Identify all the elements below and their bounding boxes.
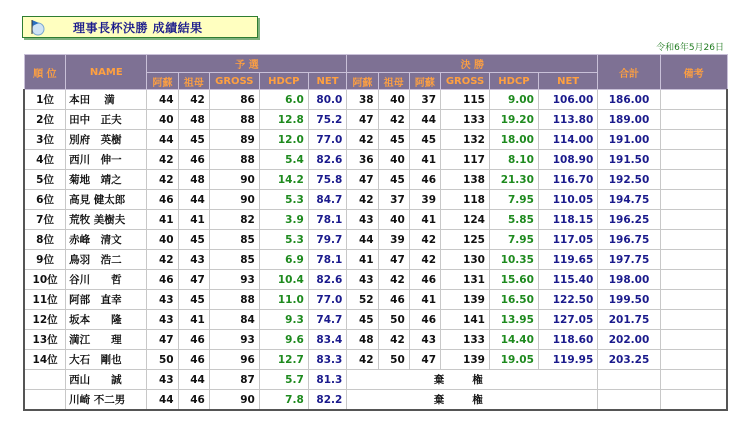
col-name: NAME [66,55,147,90]
rank-cell: 8位 [24,230,66,250]
final-gross-cell: 125 [441,230,490,250]
prelim-aso-cell: 41 [147,210,178,230]
final-aso-cell: 44 [347,230,378,250]
rank-cell: 6位 [24,190,66,210]
rank-cell: 4位 [24,150,66,170]
prelim-gross-cell: 85 [209,230,259,250]
prelim-net-cell: 77.0 [308,130,347,150]
prelim-net-cell: 80.0 [308,90,347,110]
prelim-hdcp-cell: 12.0 [259,130,308,150]
rank-cell [24,390,66,411]
col-final-net: NET [538,73,597,90]
final-aso-cell: 45 [347,310,378,330]
table-row [24,390,727,411]
prelim-gross-cell: 93 [209,330,259,350]
col-final-aso: 阿蘇 [347,73,378,90]
remarks-cell [660,90,727,110]
table-row [24,150,727,170]
final-hdcp-cell: 7.95 [489,230,538,250]
final-gross-cell: 132 [441,130,490,150]
rank-cell: 12位 [24,310,66,330]
final-aso-2-cell: 39 [409,190,440,210]
prelim-gross-cell: 88 [209,290,259,310]
final-aso-2-cell: 46 [409,170,440,190]
final-aso-2-cell: 46 [409,310,440,330]
final-hdcp-cell: 10.35 [489,250,538,270]
remarks-cell [660,250,727,270]
final-aso-2-cell: 41 [409,290,440,310]
final-gross-cell: 124 [441,210,490,230]
prelim-net-cell: 75.2 [308,110,347,130]
final-hdcp-cell: 21.30 [489,170,538,190]
table-row [24,370,727,390]
player-name: 谷川 哲 [66,270,147,290]
prelim-gross-cell: 89 [209,130,259,150]
total-cell: 201.75 [598,310,660,330]
final-hdcp-cell: 8.10 [489,150,538,170]
col-final: 決 勝 [347,55,598,73]
final-gross-cell: 139 [441,350,490,370]
prelim-sobo-cell: 46 [178,350,209,370]
total-cell: 189.00 [598,110,660,130]
player-name: 菊地 靖之 [66,170,147,190]
total-cell: 191.50 [598,150,660,170]
rank-cell: 14位 [24,350,66,370]
player-name: 川崎 不二男 [66,390,147,411]
prelim-hdcp-cell: 7.8 [259,390,308,411]
col-final-hdcp: HDCP [489,73,538,90]
final-sobo-cell: 37 [378,190,409,210]
rank-cell: 13位 [24,330,66,350]
final-aso-cell: 48 [347,330,378,350]
final-net-cell: 119.95 [538,350,597,370]
final-gross-cell: 133 [441,330,490,350]
final-sobo-cell: 40 [378,210,409,230]
prelim-sobo-cell: 41 [178,210,209,230]
prelim-gross-cell: 90 [209,390,259,411]
final-aso-cell: 42 [347,190,378,210]
final-aso-2-cell: 41 [409,210,440,230]
prelim-aso-cell: 42 [147,250,178,270]
final-hdcp-cell: 16.50 [489,290,538,310]
table-row [24,250,727,270]
player-name: 大石 剛也 [66,350,147,370]
final-gross-cell: 131 [441,270,490,290]
player-name: 西川 伸一 [66,150,147,170]
total-cell: 186.00 [598,90,660,110]
player-name: 鳥羽 浩二 [66,250,147,270]
prelim-gross-cell: 82 [209,210,259,230]
col-rank: 順 位 [24,55,66,90]
final-hdcp-cell: 19.05 [489,350,538,370]
prelim-hdcp-cell: 5.3 [259,230,308,250]
prelim-net-cell: 83.4 [308,330,347,350]
final-gross-cell: 138 [441,170,490,190]
final-sobo-cell: 47 [378,250,409,270]
final-sobo-cell: 42 [378,270,409,290]
prelim-hdcp-cell: 9.3 [259,310,308,330]
final-net-cell: 118.60 [538,330,597,350]
flag-icon [27,18,49,36]
final-aso-2-cell: 45 [409,130,440,150]
prelim-net-cell: 78.1 [308,210,347,230]
prelim-sobo-cell: 42 [178,90,209,110]
remarks-cell [660,390,727,411]
rank-cell: 1位 [24,90,66,110]
final-net-cell: 116.70 [538,170,597,190]
remarks-cell [660,210,727,230]
col-prelim-gross: GROSS [209,73,259,90]
final-sobo-cell: 42 [378,110,409,130]
abstain-cell: 棄権 [347,370,598,390]
total-cell: 196.75 [598,230,660,250]
prelim-sobo-cell: 46 [178,150,209,170]
abstain-cell: 棄権 [347,390,598,411]
table-row [24,270,727,290]
remarks-cell [660,370,727,390]
prelim-hdcp-cell: 12.7 [259,350,308,370]
final-net-cell: 114.00 [538,130,597,150]
final-hdcp-cell: 5.85 [489,210,538,230]
prelim-gross-cell: 85 [209,250,259,270]
prelim-sobo-cell: 48 [178,110,209,130]
final-aso-2-cell: 42 [409,230,440,250]
prelim-hdcp-cell: 12.8 [259,110,308,130]
prelim-aso-cell: 46 [147,270,178,290]
final-gross-cell: 118 [441,190,490,210]
remarks-cell [660,230,727,250]
prelim-gross-cell: 88 [209,110,259,130]
total-cell: 202.00 [598,330,660,350]
total-cell: 196.25 [598,210,660,230]
event-date: 令和6年5月26日 [656,43,724,53]
final-gross-cell: 115 [441,90,490,110]
remarks-cell [660,270,727,290]
remarks-cell [660,170,727,190]
prelim-hdcp-cell: 14.2 [259,170,308,190]
prelim-gross-cell: 88 [209,150,259,170]
prelim-gross-cell: 84 [209,310,259,330]
final-hdcp-cell: 18.00 [489,130,538,150]
remarks-cell [660,130,727,150]
final-aso-cell: 52 [347,290,378,310]
player-name: 高見 健太郎 [66,190,147,210]
prelim-gross-cell: 87 [209,370,259,390]
prelim-sobo-cell: 45 [178,130,209,150]
final-aso-cell: 47 [347,110,378,130]
total-cell [598,370,660,390]
prelim-sobo-cell: 45 [178,290,209,310]
col-prelim-hdcp: HDCP [259,73,308,90]
prelim-sobo-cell: 47 [178,270,209,290]
final-aso-cell: 43 [347,210,378,230]
prelim-hdcp-cell: 5.4 [259,150,308,170]
final-hdcp-cell: 7.95 [489,190,538,210]
prelim-aso-cell: 43 [147,310,178,330]
final-net-cell: 106.00 [538,90,597,110]
prelim-aso-cell: 42 [147,170,178,190]
table-row [24,110,727,130]
final-net-cell: 115.40 [538,270,597,290]
prelim-aso-cell: 46 [147,190,178,210]
col-prelim-aso: 阿蘇 [147,73,178,90]
remarks-cell [660,330,727,350]
table-row [24,130,727,150]
prelim-aso-cell: 43 [147,370,178,390]
final-gross-cell: 139 [441,290,490,310]
final-hdcp-cell: 19.20 [489,110,538,130]
total-cell: 194.75 [598,190,660,210]
final-aso-2-cell: 43 [409,330,440,350]
final-net-cell: 110.05 [538,190,597,210]
prelim-net-cell: 81.3 [308,370,347,390]
final-net-cell: 122.50 [538,290,597,310]
prelim-hdcp-cell: 9.6 [259,330,308,350]
table-row [24,330,727,350]
col-final-aso-2: 阿蘇 [409,73,440,90]
final-sobo-cell: 40 [378,90,409,110]
prelim-hdcp-cell: 3.9 [259,210,308,230]
final-net-cell: 108.90 [538,150,597,170]
rank-cell: 5位 [24,170,66,190]
remarks-cell [660,190,727,210]
final-aso-2-cell: 47 [409,350,440,370]
col-final-gross: GROSS [441,73,490,90]
prelim-hdcp-cell: 5.3 [259,190,308,210]
final-sobo-cell: 39 [378,230,409,250]
prelim-gross-cell: 96 [209,350,259,370]
final-sobo-cell: 42 [378,330,409,350]
final-hdcp-cell: 9.00 [489,90,538,110]
prelim-net-cell: 83.3 [308,350,347,370]
final-sobo-cell: 45 [378,130,409,150]
prelim-sobo-cell: 48 [178,170,209,190]
prelim-hdcp-cell: 10.4 [259,270,308,290]
prelim-sobo-cell: 44 [178,190,209,210]
prelim-net-cell: 74.7 [308,310,347,330]
prelim-net-cell: 78.1 [308,250,347,270]
remarks-cell [660,350,727,370]
prelim-hdcp-cell: 6.9 [259,250,308,270]
rank-cell: 7位 [24,210,66,230]
player-name: 満江 理 [66,330,147,350]
final-sobo-cell: 46 [378,290,409,310]
player-name: 阿部 直幸 [66,290,147,310]
player-name: 田中 正夫 [66,110,147,130]
prelim-net-cell: 75.8 [308,170,347,190]
final-sobo-cell: 50 [378,350,409,370]
col-total: 合計 [598,55,660,90]
remarks-cell [660,110,727,130]
prelim-aso-cell: 47 [147,330,178,350]
player-name: 西山 誠 [66,370,147,390]
prelim-aso-cell: 44 [147,90,178,110]
col-prelim-sobo: 祖母 [178,73,209,90]
player-name: 別府 英樹 [66,130,147,150]
prelim-net-cell: 82.2 [308,390,347,411]
final-aso-cell: 36 [347,150,378,170]
player-name: 本田 満 [66,90,147,110]
prelim-sobo-cell: 46 [178,390,209,411]
prelim-net-cell: 77.0 [308,290,347,310]
table-row [24,310,727,330]
prelim-hdcp-cell: 6.0 [259,90,308,110]
total-cell: 199.50 [598,290,660,310]
final-aso-2-cell: 37 [409,90,440,110]
prelim-sobo-cell: 43 [178,250,209,270]
table-row [24,230,727,250]
prelim-net-cell: 84.7 [308,190,347,210]
final-net-cell: 117.05 [538,230,597,250]
prelim-aso-cell: 44 [147,390,178,411]
final-gross-cell: 130 [441,250,490,270]
prelim-hdcp-cell: 5.7 [259,370,308,390]
rank-cell: 11位 [24,290,66,310]
final-gross-cell: 141 [441,310,490,330]
results-table [23,54,728,411]
prelim-aso-cell: 43 [147,290,178,310]
rank-cell: 10位 [24,270,66,290]
prelim-gross-cell: 93 [209,270,259,290]
prelim-aso-cell: 40 [147,230,178,250]
remarks-cell [660,310,727,330]
remarks-cell [660,150,727,170]
final-aso-cell: 42 [347,350,378,370]
prelim-aso-cell: 50 [147,350,178,370]
table-row [24,170,727,190]
prelim-net-cell: 82.6 [308,150,347,170]
rank-cell: 2位 [24,110,66,130]
table-row [24,190,727,210]
prelim-net-cell: 82.6 [308,270,347,290]
table-row [24,90,727,110]
col-prelim: 予 選 [147,55,347,73]
final-gross-cell: 133 [441,110,490,130]
prelim-aso-cell: 42 [147,150,178,170]
title-banner [22,16,258,38]
final-net-cell: 127.05 [538,310,597,330]
prelim-gross-cell: 90 [209,170,259,190]
final-aso-cell: 38 [347,90,378,110]
final-net-cell: 113.80 [538,110,597,130]
prelim-aso-cell: 44 [147,130,178,150]
final-sobo-cell: 40 [378,150,409,170]
total-cell: 203.25 [598,350,660,370]
final-aso-2-cell: 42 [409,250,440,270]
rank-cell [24,370,66,390]
prelim-gross-cell: 90 [209,190,259,210]
col-prelim-net: NET [308,73,347,90]
prelim-sobo-cell: 46 [178,330,209,350]
remarks-cell [660,290,727,310]
final-aso-cell: 41 [347,250,378,270]
final-aso-2-cell: 41 [409,150,440,170]
rank-cell: 9位 [24,250,66,270]
final-aso-2-cell: 44 [409,110,440,130]
total-cell: 191.00 [598,130,660,150]
prelim-net-cell: 79.7 [308,230,347,250]
final-sobo-cell: 50 [378,310,409,330]
col-final-sobo: 祖母 [378,73,409,90]
final-aso-2-cell: 46 [409,270,440,290]
player-name: 荒牧 美樹夫 [66,210,147,230]
rank-cell: 3位 [24,130,66,150]
final-sobo-cell: 45 [378,170,409,190]
table-row [24,210,727,230]
player-name: 赤峰 清文 [66,230,147,250]
total-cell: 198.00 [598,270,660,290]
final-net-cell: 118.15 [538,210,597,230]
final-hdcp-cell: 15.60 [489,270,538,290]
prelim-aso-cell: 40 [147,110,178,130]
final-aso-cell: 43 [347,270,378,290]
prelim-sobo-cell: 44 [178,370,209,390]
prelim-sobo-cell: 41 [178,310,209,330]
total-cell: 197.75 [598,250,660,270]
total-cell: 192.50 [598,170,660,190]
table-row [24,350,727,370]
final-aso-cell: 42 [347,130,378,150]
prelim-gross-cell: 86 [209,90,259,110]
final-gross-cell: 117 [441,150,490,170]
final-hdcp-cell: 13.95 [489,310,538,330]
col-remarks: 備考 [660,55,727,90]
player-name: 坂本 隆 [66,310,147,330]
prelim-sobo-cell: 45 [178,230,209,250]
final-net-cell: 119.65 [538,250,597,270]
total-cell [598,390,660,411]
final-aso-cell: 47 [347,170,378,190]
final-hdcp-cell: 14.40 [489,330,538,350]
table-row [24,290,727,310]
prelim-hdcp-cell: 11.0 [259,290,308,310]
page-title: 理事長杯決勝 成績結果 [73,21,203,35]
